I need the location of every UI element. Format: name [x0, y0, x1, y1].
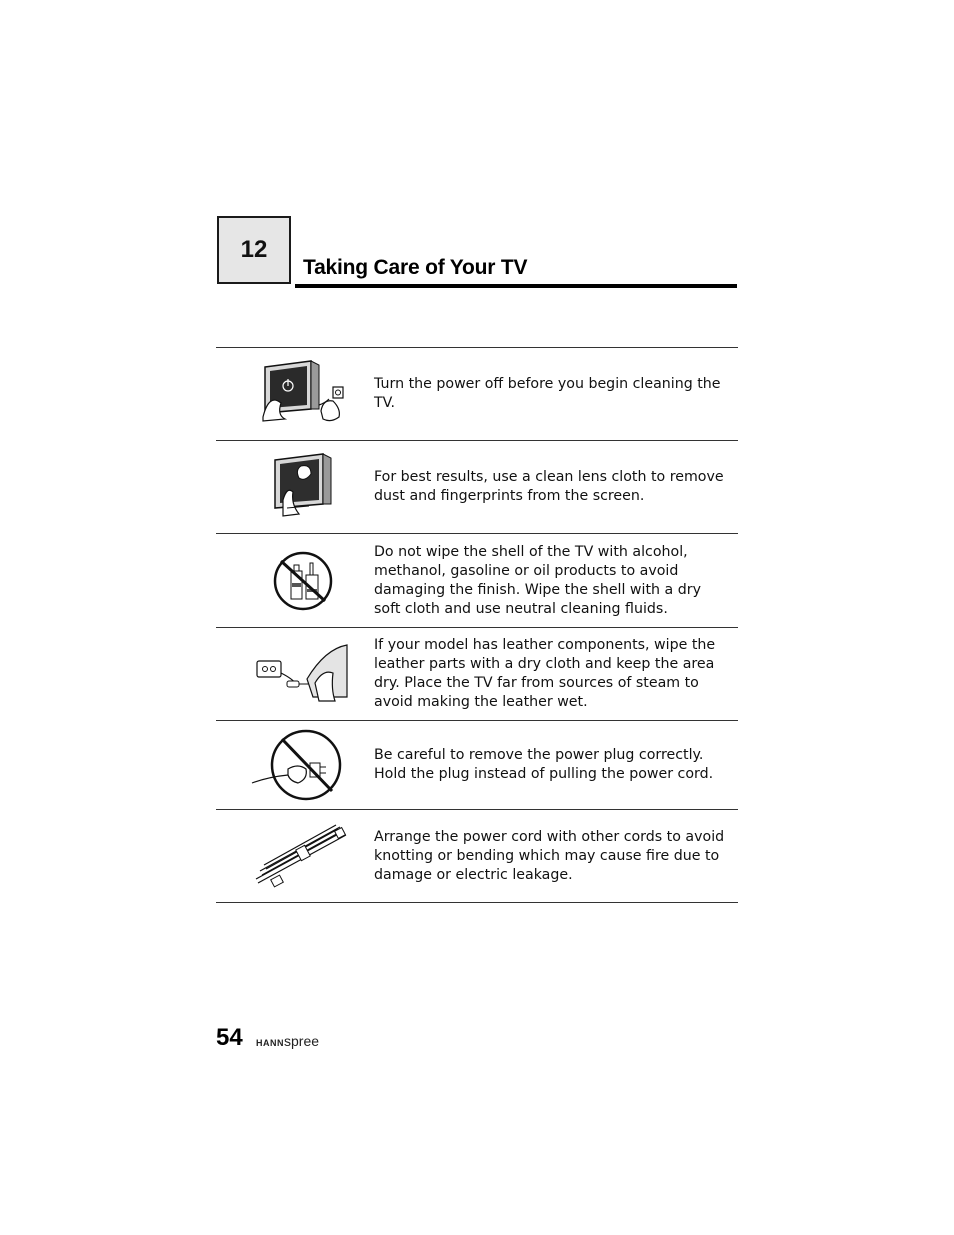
care-row — [216, 534, 738, 628]
care-row — [216, 721, 738, 810]
care-instructions-table — [216, 347, 738, 903]
no-solvents-icon — [238, 534, 368, 627]
care-text: Do not wipe the shell of the TV with alcohol, methanol, gasoline or oil products to avoid damaging the finish. Wipe the shell with a dry soft cloth and use neutral cleaning fluids. — [374, 543, 701, 617]
leather-dry-cloth-icon — [238, 628, 368, 720]
brand-regular: spree — [284, 1033, 320, 1049]
care-text: Turn the power off before you begin cleaning the TV. — [374, 376, 721, 411]
tv-power-off-icon — [238, 348, 368, 440]
arranged-cords-icon — [238, 810, 368, 902]
care-text: For best results, use a clean lens cloth to remove dust and fingerprints from the screen. — [374, 469, 724, 504]
brand-bold: HANN — [256, 1038, 284, 1048]
tv-lens-cloth-icon — [238, 441, 368, 533]
care-text: Arrange the power cord with other cords to avoid knotting or bending which may cause fire due to damage or electric leakage. — [374, 828, 725, 883]
chapter-title: Taking Care of Your TV — [303, 256, 528, 279]
care-row — [216, 628, 738, 721]
brand-logo — [256, 1033, 319, 1049]
chapter-number: 12 — [240, 236, 268, 263]
care-row — [216, 810, 738, 903]
title-underline — [295, 284, 737, 288]
care-text: If your model has leather components, wipe the leather parts with a dry cloth and keep the area dry. Place the TV far from sources of steam to avoid making the leather wet. — [374, 637, 716, 710]
chapter-number-box — [217, 216, 291, 284]
page-number: 54 — [216, 1024, 243, 1051]
care-row — [216, 441, 738, 534]
care-text: Be careful to remove the power plug correctly. Hold the plug instead of pulling the power cord. — [374, 747, 714, 782]
no-pull-cord-icon — [238, 721, 368, 809]
care-row — [216, 348, 738, 441]
